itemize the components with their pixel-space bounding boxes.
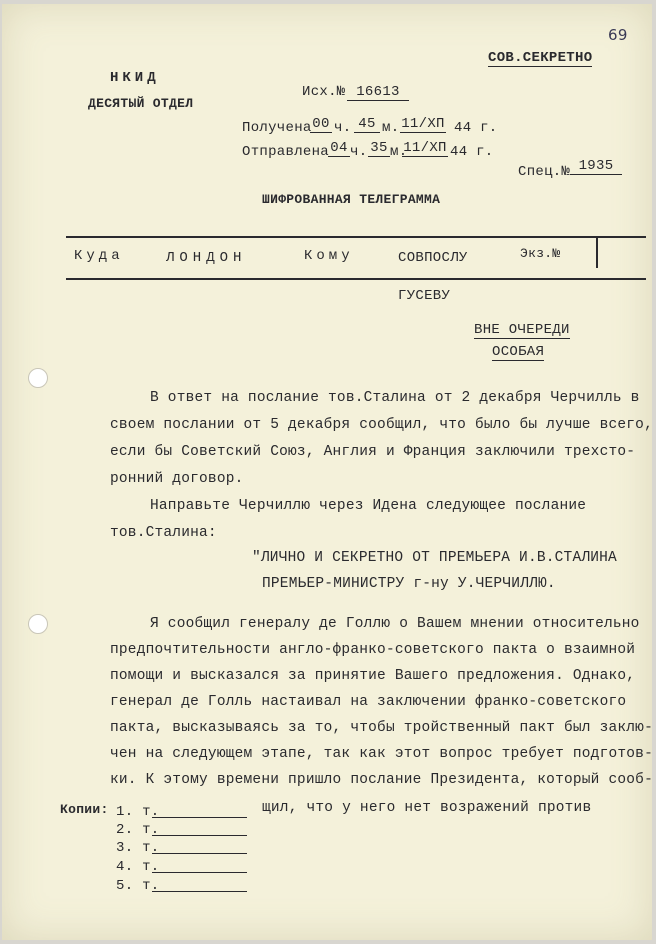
body-line: своем послании от 5 декабря сообщил, что было бы лучше всего, (110, 417, 653, 433)
copy-number-label: Экз.№ (520, 246, 561, 261)
punch-hole (28, 368, 48, 388)
routing-top-rule (66, 236, 646, 238)
punch-hole (28, 614, 48, 634)
addressee-label: Кому (304, 248, 354, 264)
sent-label: Отправлена (242, 144, 330, 160)
copies-label: Копии: (60, 802, 109, 817)
copy-line-2: 2. т. (116, 822, 160, 838)
document-type: ШИФРОВАННАЯ ТЕЛЕГРАММА (262, 192, 441, 207)
body-line: ронний договор. (110, 471, 244, 487)
routing-bottom-rule (66, 278, 646, 280)
received-hours-unit: ч. (334, 120, 352, 136)
copy-line-5: 5. т. (116, 878, 160, 894)
message-heading: "ЛИЧНО И СЕКРЕТНО ОТ ПРЕМЬЕРА И.В.СТАЛИНА (252, 550, 617, 566)
sent-year: 44 г. (450, 144, 494, 160)
sent-minutes-unit: м. (390, 144, 408, 160)
body-line: Я сообщил генералу де Голлю о Вашем мнении относительно (150, 616, 640, 632)
copy-blank (152, 852, 247, 854)
body-line: пакта, высказываясь за то, чтобы тройственный пакт был заклю- (110, 720, 653, 736)
copy-line-3: 3. т. (116, 840, 160, 856)
org-department: ДЕСЯТЫЙ ОТДЕЛ (88, 96, 194, 111)
copy-blank (152, 890, 247, 892)
received-label: Получена (242, 120, 312, 136)
copy-blank (152, 816, 247, 818)
body-line: ки. К этому времени пришло послание Президента, который сооб- (110, 772, 653, 788)
outgoing-label: Исх.№ (302, 84, 346, 100)
destination-label: Куда (74, 248, 124, 264)
received-year: 44 г. (454, 120, 498, 136)
body-line: чен на следующем этапе, так как этот вопрос требует подготов- (110, 746, 653, 762)
copy-line-1: 1. т. (116, 804, 160, 820)
body-line: В ответ на послание тов.Сталина от 2 декабря Черчилль в (150, 390, 640, 406)
outgoing-number: 16613 (347, 84, 409, 101)
document-sheet (2, 4, 652, 940)
copy-blank (152, 871, 247, 873)
sent-date: 11/ХП (403, 140, 447, 156)
org-name: НКИД (110, 70, 160, 86)
sent-hours-unit: ч. (350, 144, 368, 160)
recipient-name: ГУСЕВУ (398, 288, 451, 304)
sent-hours: 04 (328, 140, 350, 157)
received-date: 11/ХП (401, 116, 445, 132)
body-line: предпочтительности англо-франко-советского пакта о взаимной (110, 642, 636, 658)
sent-minutes: 35 (368, 140, 390, 157)
page-number: 69 (608, 26, 628, 44)
priority-marker: ВНЕ ОЧЕРЕДИ (474, 322, 570, 338)
body-line: помощи и высказался за принятие Вашего предложения. Однако, (110, 668, 636, 684)
copy-blank (152, 834, 247, 836)
special-label: Спец.№ (518, 164, 571, 180)
received-minutes: 45 (354, 116, 380, 133)
body-line: если бы Советский Союз, Англия и Франция заключили трехсто- (110, 444, 636, 460)
classification-stamp: СОВ.СЕКРЕТНО (488, 50, 593, 66)
destination-value: ЛОНДОН (166, 250, 247, 266)
priority-special: ОСОБАЯ (492, 344, 545, 360)
body-line: щил, что у него нет возражений против (262, 800, 592, 816)
body-line: генерал де Голль настаивал на заключении франко-советского (110, 694, 627, 710)
special-number: 1935 (570, 158, 622, 175)
received-hours: 00 (310, 116, 332, 133)
copy-line-4: 4. т. (116, 859, 160, 875)
addressee-value: СОВПОСЛУ (398, 250, 468, 266)
routing-divider (596, 238, 598, 268)
received-minutes-unit: м. (382, 120, 400, 136)
message-heading: ПРЕМЬЕР-МИНИСТРУ г-ну У.ЧЕРЧИЛЛЮ. (262, 576, 556, 592)
body-line: Направьте Черчиллю через Идена следующее послание (150, 498, 587, 514)
body-line: тов.Сталина: (110, 525, 217, 541)
